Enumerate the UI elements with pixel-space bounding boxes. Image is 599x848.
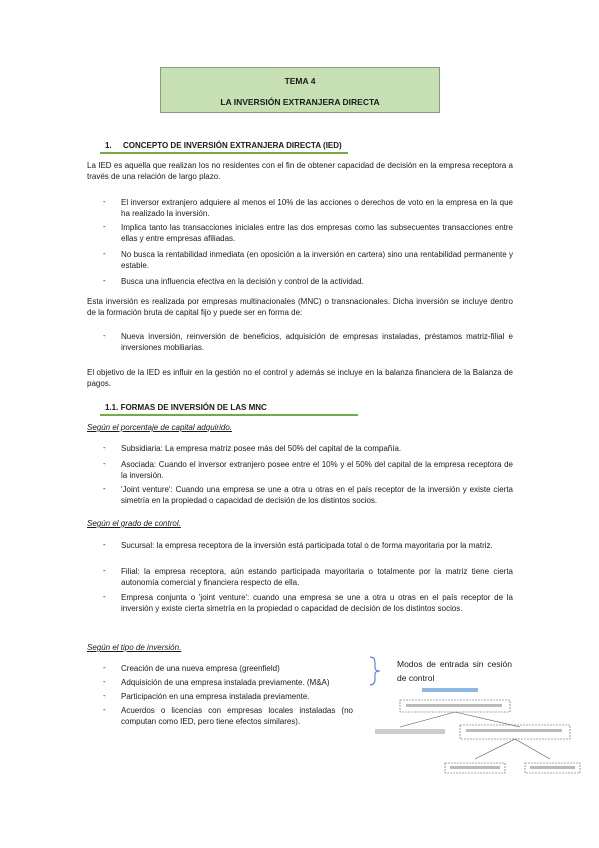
list-item: Asociada: Cuando el inversor extranjero posee entre el 10% y el 50% del capital de la empresa receptora de la inversión. — [121, 460, 513, 480]
section-heading: CONCEPTO DE INVERSIÓN EXTRANJERA DIRECTA (IED) — [123, 141, 342, 150]
list-item: Subsidiaria: La empresa matriz posee más del 50% del capital de la compañía. — [121, 444, 402, 453]
list-item: Busca una influencia efectiva en la decisión y control de la actividad. — [121, 277, 364, 286]
list-item: Empresa conjunta o 'joint venture': cuando una empresa se une a otra u otras en el país receptor de la inversión y existe cierta simetría en la propiedad o capacidad de decisión de los distintos socios. — [121, 593, 513, 613]
paragraph: Esta inversión es realizada por empresas multinacionales (MNC) o transnacionales. Dicha inversión se incluye dentro de la formación bruta de capital fijo y puede ser en forma de: — [87, 297, 513, 317]
bullet-dash: - — [103, 222, 106, 231]
subheading: Según el porcentaje de capital adquirido. — [87, 423, 232, 432]
bullet-dash: - — [103, 663, 106, 672]
list-item: Filial: la empresa receptora, aún estando participada mayoritaria o totalmente por la matriz tiene cierta autonomía comercial y financiera respecto de ella. — [121, 567, 513, 587]
list-item: Nueva inversión, reinversión de beneficios, adquisición de empresas instaladas, préstamos matriz-filial e inversiones mobiliarias. — [121, 332, 513, 352]
list-item: El inversor extranjero adquiere al menos el 10% de las acciones o derechos de voto en la empresa en la que ha realizado la inversión. — [121, 198, 513, 218]
subheading: Según el tipo de inversión. — [87, 643, 182, 652]
list-item: Acuerdos o licencias con empresas locales instaladas (no computan como IED, pero tiene efectos similares). — [121, 706, 353, 726]
list-item: No busca la rentabilidad inmediata (en oposición a la inversión en cartera) sino una rentabilidad permanente y estable. — [121, 250, 513, 270]
list-item: 'Joint venture': Cuando una empresa se une a otra u otras en el país receptor de la inversión y existe cierta simetría en la propiedad o capacidad de decisión de los distintos socios. — [121, 485, 513, 505]
list-item: Participación en una empresa instalada previamente. — [121, 692, 310, 701]
bullet-dash: - — [103, 592, 106, 601]
bullet-dash: - — [103, 331, 106, 340]
entry-modes-diagram — [360, 655, 590, 775]
bullet-dash: - — [103, 276, 106, 285]
intro-paragraph: La IED es aquella que realizan los no residentes con el fin de obtener capacidad de decisión en la empresa receptora a través de una relación de largo plazo. — [87, 161, 513, 181]
paragraph: El objetivo de la IED es influir en la gestión no el control y además se incluye en la balanza financiera de la Balanza de pagos. — [87, 368, 513, 388]
topic-number: TEMA 4 — [284, 76, 316, 86]
bullet-dash: - — [103, 691, 106, 700]
subheading: Según el grado de control. — [87, 519, 181, 528]
bullet-dash: - — [103, 705, 106, 714]
bullet-dash: - — [103, 540, 106, 549]
list-item: Implica tanto las transacciones iniciales entre las dos empresas como las subsecuentes transacciones entre ellas y entre empresas afiliadas. — [121, 223, 513, 243]
section-underline — [100, 152, 348, 154]
subsection-heading: 1.1. FORMAS DE INVERSIÓN DE LAS MNC — [105, 403, 267, 412]
bullet-dash: - — [103, 484, 106, 493]
title-box — [160, 67, 440, 113]
side-note: Modos de entrada sin cesión de control — [397, 659, 512, 683]
subsection-underline — [100, 414, 358, 416]
list-item: Sucursal: la empresa receptora de la inversión está participada total o de forma mayoritaria por la matriz. — [121, 541, 493, 550]
list-item: Adquisición de una empresa instalada previamente. (M&A) — [121, 678, 330, 687]
list-item: Creación de una nueva empresa (greenfield) — [121, 664, 280, 673]
bullet-dash: - — [103, 197, 106, 206]
bullet-dash: - — [103, 459, 106, 468]
bullet-dash: - — [103, 677, 106, 686]
section-number: 1. — [105, 141, 112, 150]
bullet-dash: - — [103, 443, 106, 452]
bullet-dash: - — [103, 249, 106, 258]
topic-title: LA INVERSIÓN EXTRANJERA DIRECTA — [220, 97, 380, 107]
bullet-dash: - — [103, 566, 106, 575]
